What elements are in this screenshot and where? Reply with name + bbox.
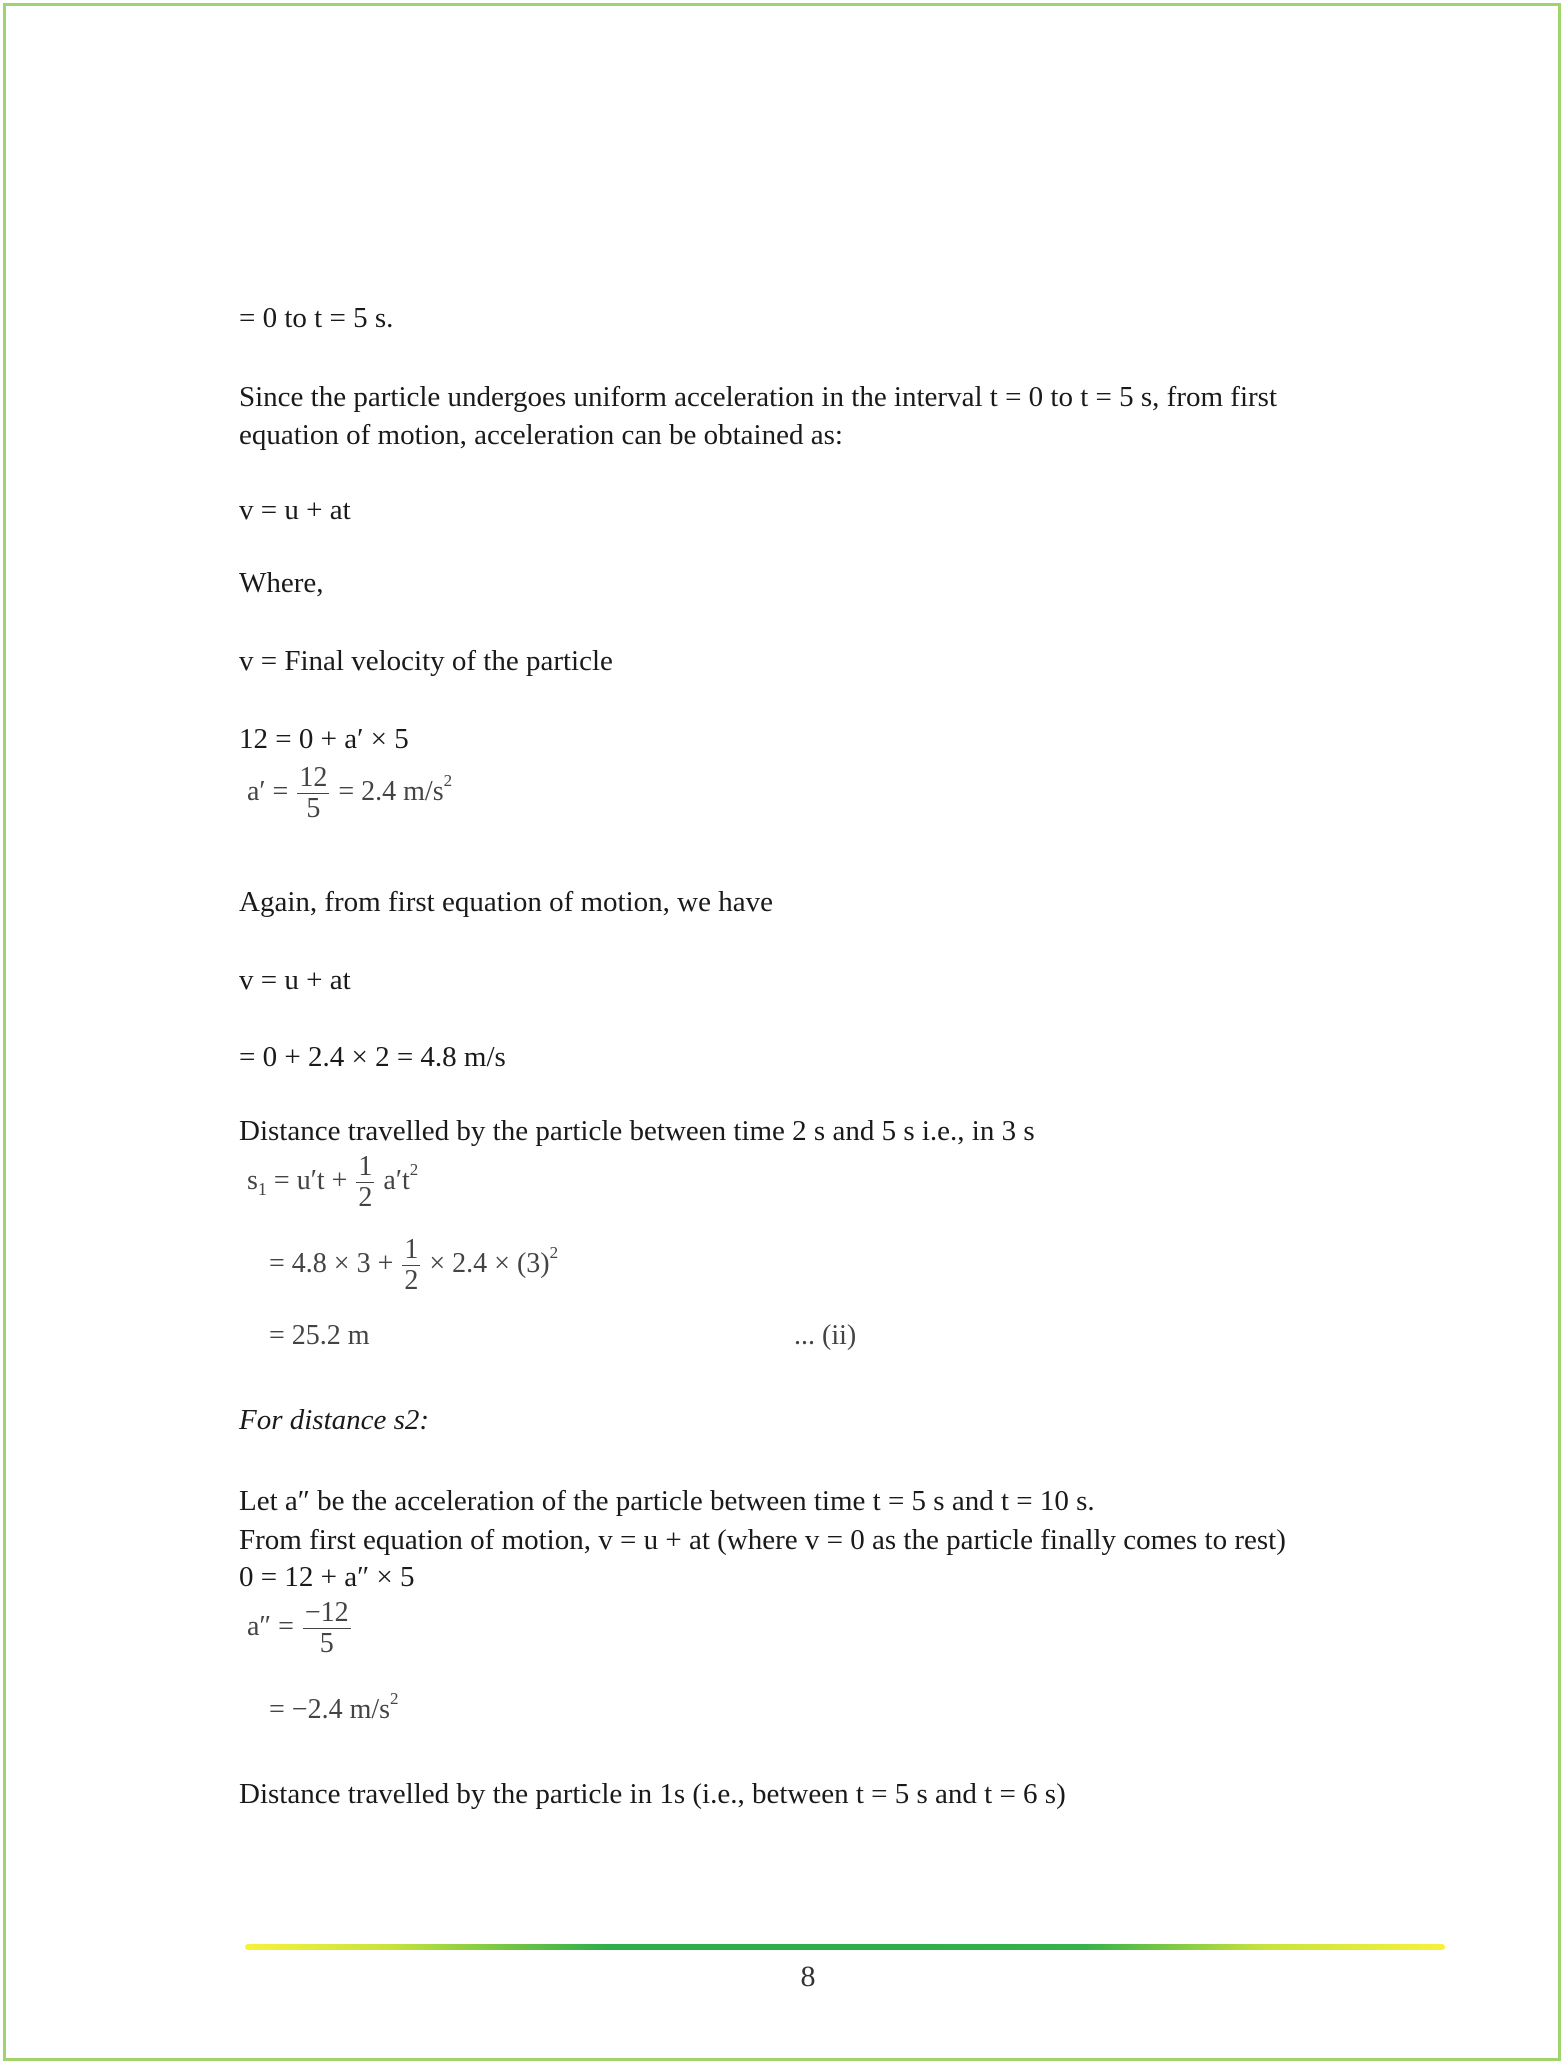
- equation-acceleration-2-result: [269, 1689, 399, 1726]
- equation-rhs: = 2.4 m/s: [338, 775, 444, 807]
- exponent: 2: [409, 1159, 419, 1179]
- equation-lhs: s: [247, 1164, 258, 1196]
- footer-divider: [245, 1944, 1445, 1950]
- text-line: Again, from first equation of motion, we have: [239, 886, 773, 918]
- equation-distance-s1-result: = 25.2 m: [269, 1320, 370, 1351]
- equation-rhs: × 2.4 × (3): [429, 1247, 550, 1279]
- equation-acceleration-2: [247, 1598, 353, 1659]
- fraction-denominator: 2: [358, 1182, 373, 1213]
- exponent: 2: [443, 770, 453, 790]
- section-heading: For distance s2:: [239, 1404, 430, 1436]
- text-line: equation of motion, acceleration can be obtained as:: [239, 419, 843, 451]
- text-line: From first equation of motion, v = u + at (where v = 0 as the particle finally comes to rest): [239, 1524, 1286, 1556]
- fraction: [402, 1235, 420, 1296]
- text-line: Distance travelled by the particle between time 2 s and 5 s i.e., in 3 s: [239, 1115, 1035, 1147]
- equation-tag: ... (ii): [794, 1320, 857, 1351]
- fraction-denominator: 5: [306, 793, 321, 824]
- exponent: 2: [390, 1689, 399, 1708]
- equation-lhs: = 4.8 × 3 +: [269, 1247, 394, 1279]
- fraction: [356, 1152, 374, 1213]
- subscript: 1: [257, 1178, 267, 1199]
- text-line: Distance travelled by the particle in 1s (i.e., between t = 5 s and t = 6 s): [239, 1778, 1066, 1810]
- equation-line: v = u + at: [239, 964, 351, 996]
- fraction-denominator: 2: [404, 1265, 419, 1296]
- text-line: = 0 to t = 5 s.: [239, 302, 394, 334]
- page-border: [3, 3, 1561, 2061]
- equation-mid: = u′t +: [273, 1164, 348, 1196]
- fraction-numerator: 12: [299, 762, 328, 793]
- text-line: Where,: [239, 567, 324, 599]
- text-line: v = Final velocity of the particle: [239, 645, 613, 677]
- fraction-denominator: 5: [319, 1628, 334, 1659]
- equation-line: 12 = 0 + a′ × 5: [239, 723, 409, 755]
- exponent: 2: [549, 1242, 559, 1262]
- equation-line: 0 = 12 + a″ × 5: [239, 1561, 415, 1593]
- equation-line: v = u + at: [239, 494, 351, 526]
- equation-lhs: a′ =: [247, 775, 289, 807]
- page-number: 8: [800, 1960, 816, 1993]
- fraction: [297, 763, 329, 824]
- equation-acceleration-1: [247, 763, 452, 824]
- equation-lhs: a″ =: [247, 1610, 294, 1642]
- text-line: Since the particle undergoes uniform acceleration in the interval t = 0 to t = 5 s, from first: [239, 381, 1278, 413]
- text-line: Let a″ be the acceleration of the particle between time t = 5 s and t = 10 s.: [239, 1485, 1095, 1517]
- fraction-numerator: 1: [358, 1151, 373, 1182]
- fraction: [303, 1598, 351, 1659]
- equation-distance-s1: [247, 1152, 418, 1213]
- fraction-numerator: 1: [404, 1234, 419, 1265]
- equation-rhs: a′t: [383, 1164, 410, 1196]
- equation-line: = 0 + 2.4 × 2 = 4.8 m/s: [239, 1041, 506, 1073]
- equation-distance-s1-substitution: [269, 1235, 558, 1296]
- fraction-numerator: −12: [304, 1597, 349, 1628]
- equation-rhs: = −2.4 m/s: [269, 1694, 391, 1725]
